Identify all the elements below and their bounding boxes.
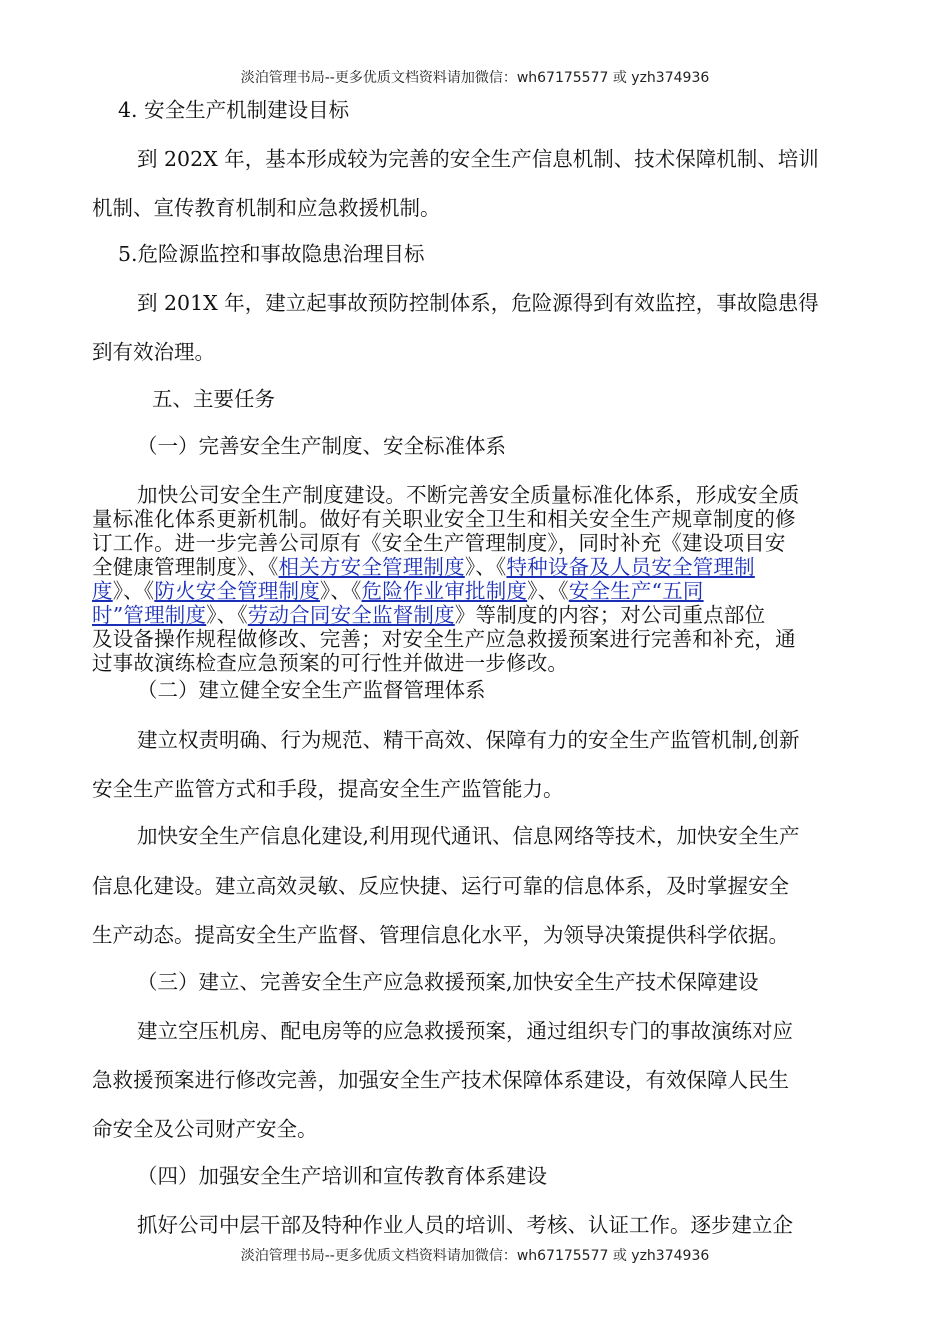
section-4-title: 4. 安全生产机制建设目标: [118, 98, 350, 122]
task-4-title: （四）加强安全生产培训和宣传教育体系建设: [137, 1164, 547, 1188]
link-hazardous-work-approval-rules[interactable]: 危险作业审批制度: [361, 579, 528, 603]
section-5-title: 5.危险源监控和事故隐患治理目标: [118, 242, 425, 266]
link-five-simultaneous-rules[interactable]: 时”管理制度: [92, 603, 207, 627]
text-run: 》、《: [112, 579, 155, 603]
paragraph-line: 建立权责明确、行为规范、精干高效、保障有力的安全生产监管机制,创新: [137, 728, 800, 752]
page-header: 淡泊管理书局--更多优质文档资料请加微信：wh67175577 或 yzh374936: [240, 70, 710, 86]
paragraph-line: 抓好公司中层干部及特种作业人员的培训、考核、认证工作。逐步建立企: [137, 1213, 793, 1237]
task-1-title: （一）完善安全生产制度、安全标准体系: [137, 434, 506, 458]
paragraph-line: [92, 555, 862, 579]
paragraph-line: 生产动态。提高安全生产监督、管理信息化水平，为领导决策提供科学依据。: [92, 923, 789, 947]
paragraph-line: 加快安全生产信息化建设,利用现代通讯、信息网络等技术，加快安全生产: [137, 824, 800, 848]
paragraph-line: 到有效治理。: [92, 340, 215, 364]
chapter-5-title: 五、主要任务: [152, 387, 275, 411]
paragraph-line: 信息化建设。建立高效灵敏、反应快捷、运行可靠的信息体系，及时掌握安全: [92, 874, 789, 898]
task-2-title: （二）建立健全安全生产监督管理体系: [137, 678, 486, 702]
paragraph-line: 订工作。进一步完善公司原有《安全生产管理制度》，同时补充《建设项目安: [92, 531, 786, 555]
paragraph-line: 过事故演练检查应急预案的可行性并做进一步修改。: [92, 651, 569, 675]
link-labor-contract-safety-rules[interactable]: 劳动合同安全监督制度: [247, 603, 455, 627]
link-special-equipment-safety-rules[interactable]: 特种设备及人员安全管理制: [506, 555, 755, 579]
paragraph-line: 安全生产监管方式和手段，提高安全生产监管能力。: [92, 777, 564, 801]
paragraph-line: 急救援预案进行修改完善，加强安全生产技术保障体系建设，有效保障人民生: [92, 1068, 789, 1092]
paragraph-line: 命安全及公司财产安全。: [92, 1117, 318, 1141]
link-related-party-safety-rules[interactable]: 相关方安全管理制度: [278, 555, 465, 579]
text-run: 》等制度的内容；对公司重点部位: [454, 603, 766, 627]
paragraph-line: 到 201X 年，建立起事故预防控制体系，危险源得到有效监控，事故隐患得: [137, 291, 819, 315]
paragraph-line: 加快公司安全生产制度建设。不断完善安全质量标准化体系，形成安全质: [137, 483, 800, 507]
paragraph-line: 机制、宣传教育机制和应急救援机制。: [92, 196, 441, 220]
paragraph-line: 量标准化体系更新机制。做好有关职业安全卫生和相关安全生产规章制度的修: [92, 507, 796, 531]
paragraph-line: 到 202X 年，基本形成较为完善的安全生产信息机制、技术保障机制、培训: [137, 147, 819, 171]
text-run: 》、《: [319, 579, 362, 603]
text-run: 《: [268, 555, 279, 579]
paragraph-line: 建立空压机房、配电房等的应急救援预案，通过组织专门的事故演练对应: [137, 1019, 793, 1043]
task-3-title: （三）建立、完善安全生产应急救援预案,加快安全生产技术保障建设: [137, 970, 759, 994]
paragraph-line: [92, 579, 862, 603]
text-run: 全健康管理制度》、: [92, 555, 269, 579]
paragraph-line: 及设备操作规程做修改、完善；对安全生产应急救援预案进行完善和补充，通: [92, 627, 796, 651]
paragraph-line: [92, 603, 862, 627]
link-five-simultaneous-rules[interactable]: 安全生产“五同: [568, 579, 704, 603]
link-special-equipment-safety-rules[interactable]: 度: [92, 579, 113, 603]
text-run: 》、《: [464, 555, 507, 579]
page-footer: 淡泊管理书局--更多优质文档资料请加微信：wh67175577 或 yzh374936: [240, 1248, 710, 1264]
link-fire-safety-rules[interactable]: 防火安全管理制度: [154, 579, 320, 603]
text-run: 》、《: [206, 603, 248, 627]
text-run: 》、《: [527, 579, 569, 603]
